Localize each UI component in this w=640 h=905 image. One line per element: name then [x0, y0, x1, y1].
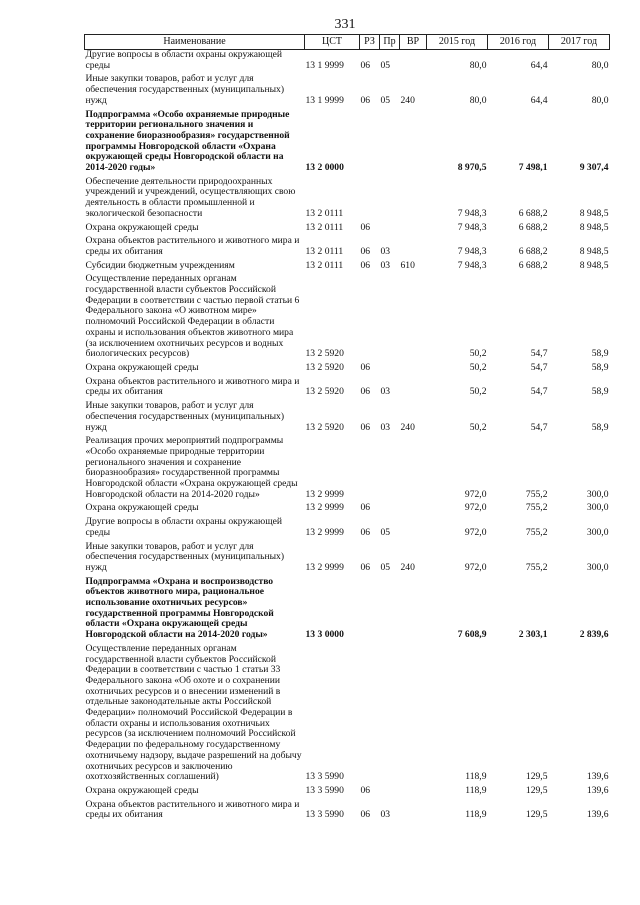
row-2016: 129,5 [525, 771, 548, 783]
row-2015: 50,2 [469, 421, 487, 433]
row-name: Иные закупки товаров, работ и услуг для обеспечения государственных (муниципальных) нужд [85, 400, 285, 433]
table-body [85, 50, 610, 822]
row-2016: 54,7 [530, 386, 548, 398]
row-pr: 03 [380, 245, 391, 257]
row-2015: 7 948,3 [457, 259, 487, 271]
row-rz: 06 [360, 245, 371, 257]
row-pr [380, 641, 400, 783]
row-vr [400, 220, 427, 234]
row-2015: 50,2 [469, 361, 487, 373]
row-2017: 2 839,6 [579, 629, 609, 641]
row-vr: 610 [400, 259, 415, 271]
row-cst: 13 2 9999 [305, 502, 344, 514]
row-cst: 13 2 0111 [305, 259, 344, 271]
row-2017: 300,0 [586, 526, 609, 538]
header-pr: Пр [380, 35, 400, 50]
row-pr [380, 220, 400, 234]
row-2017: 139,6 [586, 785, 609, 796]
row-2017: 8 948,5 [579, 207, 609, 219]
row-vr [400, 233, 427, 257]
row-2016: 129,5 [525, 785, 548, 796]
row-2015: 972,0 [464, 561, 487, 573]
row-vr [400, 574, 427, 641]
row-2016: 54,7 [530, 361, 548, 373]
row-2015: 118,9 [465, 809, 487, 821]
row-2017: 300,0 [586, 502, 609, 514]
row-pr: 03 [380, 386, 391, 398]
row-vr [400, 641, 427, 783]
row-name: Обеспечение деятельности природоохранных учреждений и учреждений, осуществляющих свою деятельность в области промышленной и экологической безопасности [85, 175, 296, 219]
row-2015: 8 970,5 [457, 162, 487, 174]
header-2017: 2017 год [549, 35, 610, 50]
row-vr [400, 360, 427, 374]
row-2016: 54,7 [530, 421, 548, 433]
row-2017: 139,6 [586, 771, 609, 783]
table-row [85, 374, 610, 398]
row-2016: 54,7 [530, 348, 548, 360]
row-name: Осуществление переданных органам государственной власти субъектов Российской Федерации в соответствии с частью первой статьи 6 Федерального закона «О животном мире» полномочий Российской Федерации в области охраны и использования объектов животного мира (за исключением охотничьих ресурсов и водных биологических ресурсов) [85, 273, 300, 360]
row-rz: 06 [360, 259, 371, 271]
budget-table [84, 34, 610, 821]
table-row [85, 574, 610, 641]
row-2015: 50,2 [469, 386, 487, 398]
row-name: Подпрограмма «Особо охраняемые природные территории регионального значения и сохранение биоразнообразия» государственной программы Новгородской области «Охрана окружающей среды Новгородской области на 2014-2020 годы» [85, 108, 290, 174]
table-row [85, 50, 610, 72]
row-2015: 50,2 [469, 348, 487, 360]
table-row [85, 174, 610, 220]
header-2016: 2016 год [488, 35, 549, 50]
row-name: Другие вопросы в области охраны окружающей среды [85, 516, 282, 538]
row-vr [400, 50, 427, 72]
row-pr [380, 783, 400, 797]
row-2015: 7 608,9 [457, 629, 487, 641]
row-2015: 7 948,3 [457, 221, 487, 233]
header-rz: РЗ [360, 35, 380, 50]
table-row [85, 271, 610, 360]
row-2017: 8 948,5 [579, 245, 609, 257]
row-cst: 13 2 9999 [305, 526, 344, 538]
row-2017: 8 948,5 [579, 259, 609, 271]
row-vr [400, 783, 427, 797]
row-2015: 80,0 [469, 59, 487, 71]
row-vr: 240 [400, 421, 415, 433]
row-2016: 7 498,1 [518, 162, 548, 174]
row-name: Охрана окружающей среды [85, 502, 199, 514]
row-rz [360, 107, 380, 174]
table-header-row [85, 35, 610, 50]
row-name: Иные закупки товаров, работ и услуг для обеспечения государственных (муниципальных) нужд [85, 540, 285, 573]
row-pr: 03 [380, 259, 391, 271]
row-rz: 06 [360, 94, 371, 106]
table-row [85, 500, 610, 514]
row-pr: 03 [380, 809, 391, 821]
row-name: Охрана объектов растительного и животного мира и среды их обитания [85, 798, 300, 821]
row-cst: 13 2 0000 [305, 162, 344, 174]
row-cst: 13 3 5990 [305, 809, 344, 821]
row-cst: 13 2 9999 [305, 561, 344, 573]
table-row [85, 539, 610, 574]
table-row [85, 797, 610, 821]
row-pr: 05 [380, 59, 391, 71]
row-rz: 06 [360, 561, 371, 573]
row-2016: 6 688,2 [518, 207, 548, 219]
row-2017: 58,9 [591, 386, 609, 398]
row-name: Осуществление переданных органам государственной власти субъектов Российской Федерации в соответствии с частью 1 статьи 33 Федерального закона «Об охоте и о сохранении охотничьих ресурсов и о внесении изменений в отдельные законодательные акты Российской Федерации» полномочий Российской Федерации в области охраны и использования охотничьих ресурсов (за исключением полномочий Российской Федерации по федеральному государственному охотничьему надзору, выдаче разрешений на добычу охотничьих ресурсов и заключению охотхозяйственных соглашений) [85, 642, 302, 783]
row-cst: 13 2 0111 [305, 221, 344, 233]
row-name: Подпрограмма «Охрана и воспроизводство объектов животного мира, рациональное использование охотничьих ресурсов» государственной программы Новгородской области «Охрана окружающей среды Новгородской области на 2014-2020 годы» [85, 575, 274, 641]
row-cst: 13 2 5920 [305, 386, 344, 398]
row-rz: 06 [360, 421, 371, 433]
row-pr [380, 271, 400, 360]
row-2016: 64,4 [530, 59, 548, 71]
row-name: Реализация прочих мероприятий подпрограммы «Особо охраняемые природные территории регионального значения и сохранение биоразнообразия» государственной программы Новгородской области «Охрана окружающей среды Новгородской области на 2014-2020 годы» [85, 435, 298, 500]
row-cst: 13 2 9999 [305, 488, 344, 500]
table-row [85, 71, 610, 106]
row-2015: 972,0 [464, 488, 487, 500]
row-2017: 58,9 [591, 421, 609, 433]
row-rz: 06 [360, 59, 371, 71]
row-cst: 13 2 5920 [305, 348, 344, 360]
row-pr [380, 107, 400, 174]
row-2016: 129,5 [525, 809, 548, 821]
row-vr [400, 107, 427, 174]
row-pr: 05 [380, 561, 391, 573]
row-vr [400, 514, 427, 538]
row-vr [400, 500, 427, 514]
table-row [85, 514, 610, 538]
row-cst: 13 2 0111 [305, 245, 344, 257]
row-pr: 05 [380, 526, 391, 538]
table-row [85, 783, 610, 797]
row-name: Охрана окружающей среды [85, 221, 199, 233]
row-vr [400, 271, 427, 360]
row-cst: 13 3 0000 [305, 629, 344, 641]
row-2017: 80,0 [591, 59, 609, 71]
row-2015: 7 948,3 [457, 245, 487, 257]
row-cst: 13 3 5990 [305, 785, 344, 796]
row-rz [360, 641, 380, 783]
row-2017: 58,9 [591, 361, 609, 373]
table-row [85, 233, 610, 257]
row-2016: 755,2 [525, 526, 548, 538]
row-rz: 06 [360, 361, 371, 373]
row-2017: 58,9 [591, 348, 609, 360]
row-name: Охрана окружающей среды [85, 785, 199, 796]
row-2017: 9 307,4 [579, 162, 609, 174]
row-2016: 6 688,2 [518, 221, 548, 233]
row-rz: 06 [360, 526, 371, 538]
row-name: Иные закупки товаров, работ и услуг для обеспечения государственных (муниципальных) нужд [85, 73, 285, 106]
page-number: 331 [334, 17, 356, 32]
row-vr [400, 797, 427, 821]
header-2015: 2015 год [427, 35, 488, 50]
row-rz [360, 271, 380, 360]
row-vr [400, 433, 427, 500]
row-pr: 05 [380, 94, 391, 106]
row-2017: 8 948,5 [579, 221, 609, 233]
row-rz: 06 [360, 386, 371, 398]
row-2016: 755,2 [525, 561, 548, 573]
row-pr [380, 360, 400, 374]
row-rz [360, 433, 380, 500]
table-row [85, 641, 610, 783]
row-2017: 80,0 [591, 94, 609, 106]
row-pr [380, 174, 400, 220]
row-2016: 6 688,2 [518, 259, 548, 271]
header-cst: ЦСТ [305, 35, 360, 50]
row-2015: 118,9 [465, 785, 487, 796]
table-row [85, 360, 610, 374]
table-row [85, 107, 610, 174]
row-cst: 13 1 9999 [305, 94, 344, 106]
header-vr: ВР [400, 35, 427, 50]
row-cst: 13 1 9999 [305, 59, 344, 71]
row-2017: 300,0 [586, 561, 609, 573]
row-rz: 06 [360, 785, 371, 796]
row-rz [360, 574, 380, 641]
row-cst: 13 2 5920 [305, 361, 344, 373]
row-vr: 240 [400, 94, 415, 106]
row-2016: 755,2 [525, 502, 548, 514]
row-2015: 118,9 [465, 771, 487, 783]
row-2017: 300,0 [586, 488, 609, 500]
row-vr [400, 374, 427, 398]
row-pr [380, 574, 400, 641]
row-cst: 13 2 5920 [305, 421, 344, 433]
row-2016: 755,2 [525, 488, 548, 500]
row-2016: 64,4 [530, 94, 548, 106]
row-cst: 13 2 0111 [305, 207, 344, 219]
row-pr [380, 500, 400, 514]
row-rz: 06 [360, 502, 371, 514]
table-row [85, 220, 610, 234]
row-2015: 972,0 [464, 526, 487, 538]
row-name: Охрана объектов растительного и животного мира и среды их обитания [85, 375, 300, 398]
row-vr [400, 174, 427, 220]
row-2016: 6 688,2 [518, 245, 548, 257]
row-name: Охрана окружающей среды [85, 361, 199, 373]
row-name: Охрана объектов растительного и животного мира и среды их обитания [85, 235, 300, 257]
row-rz: 06 [360, 221, 371, 233]
table-row [85, 258, 610, 272]
table-row [85, 433, 610, 500]
row-rz: 06 [360, 809, 371, 821]
row-name: Субсидии бюджетным учреждениям [85, 259, 235, 271]
row-2015: 972,0 [464, 502, 487, 514]
row-vr: 240 [400, 561, 415, 573]
table-row [85, 398, 610, 433]
row-pr: 03 [380, 421, 391, 433]
row-rz [360, 174, 380, 220]
row-2017: 139,6 [586, 809, 609, 821]
row-2015: 80,0 [469, 94, 487, 106]
header-name: Наименование [85, 35, 305, 50]
row-cst: 13 3 5990 [305, 771, 344, 783]
row-name: Другие вопросы в области охраны окружающей среды [85, 49, 282, 71]
row-2015: 7 948,3 [457, 207, 487, 219]
row-pr [380, 433, 400, 500]
row-2016: 2 303,1 [518, 629, 548, 641]
